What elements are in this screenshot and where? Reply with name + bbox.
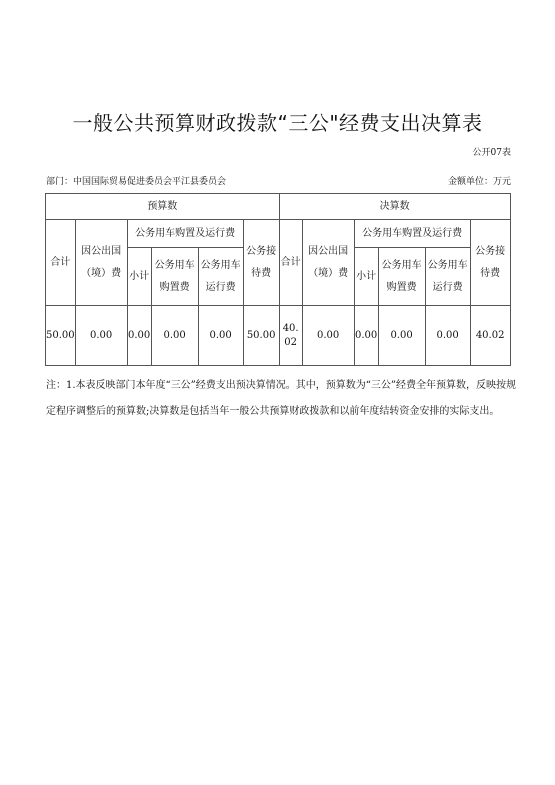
budget-reception-header: 公务接 待费: [243, 220, 279, 306]
budget-subtotal-header: 小计: [127, 248, 151, 306]
table-number: 公开07表: [472, 148, 511, 158]
page-title: 一般公共预算财政拨款“三公"经费支出决算表: [72, 111, 483, 135]
final-car-purchase-value: 0.00: [378, 306, 425, 366]
final-abroad-value: 0.00: [302, 306, 354, 366]
budget-abroad-value: 0.00: [75, 306, 127, 366]
budget-car-group-header: 公务用车购置及运行费: [127, 220, 243, 248]
budget-reception-value: 50.00: [243, 306, 279, 366]
final-header: 决算数: [279, 194, 510, 220]
expenditure-table: [45, 193, 511, 366]
final-total-header: 合计: [279, 220, 302, 306]
budget-car-purchase-value: 0.00: [151, 306, 198, 366]
budget-header: 预算数: [46, 194, 280, 220]
final-abroad-header: 因公出国 （境）费: [302, 220, 354, 306]
footnote: 注：1.本表反映部门本年度“三公”经费支出预决算情况。其中，预算数为“三公”经费全年预算数，反映按规定程序调整后的预算数;决算数是包括当年一般公共预算财政拨款和以前年度结转资金安排的实际支出。: [46, 380, 516, 417]
budget-total-value: 50.00: [46, 306, 76, 366]
budget-car-purchase-header: 公务用车 购置费: [151, 248, 198, 306]
unit-label: 金额单位：万元: [447, 177, 511, 187]
budget-car-operation-header: 公务用车 运行费: [198, 248, 243, 306]
final-car-group-header: 公务用车购置及运行费: [354, 220, 470, 248]
budget-total-header: 合计: [46, 220, 76, 306]
final-reception-value: 40.02: [470, 306, 510, 366]
budget-abroad-header: 因公出国 （境）费: [75, 220, 127, 306]
final-total-value: 40.02: [279, 306, 302, 366]
final-car-operation-header: 公务用车 运行费: [425, 248, 470, 306]
final-reception-header: 公务接 待费: [470, 220, 510, 306]
final-car-purchase-header: 公务用车 购置费: [378, 248, 425, 306]
final-car-operation-value: 0.00: [425, 306, 470, 366]
budget-subtotal-value: 0.00: [127, 306, 151, 366]
final-subtotal-header: 小计: [354, 248, 378, 306]
final-subtotal-value: 0.00: [354, 306, 378, 366]
department-label: 部门：中国国际贸易促进委员会平江县委员会: [46, 177, 227, 187]
budget-car-operation-value: 0.00: [198, 306, 243, 366]
